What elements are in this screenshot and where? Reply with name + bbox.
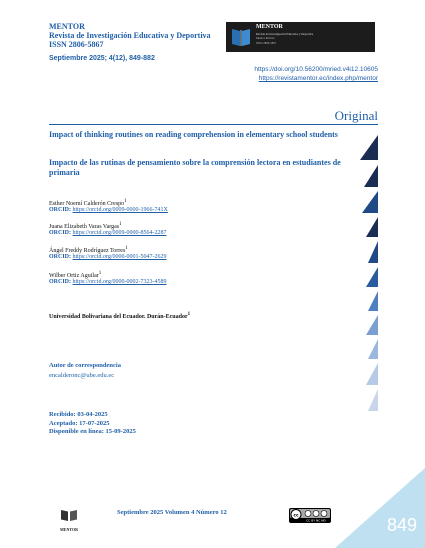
- article-dates: [49, 411, 136, 437]
- banner-line-2: ISSN 2806-5867: [256, 41, 277, 45]
- journal-header: [49, 22, 211, 49]
- correspondence-email[interactable]: encalderonc@ube.edu.ec: [49, 372, 115, 379]
- author-orcid: ORCID: https://orcid.org/0000-0001-5047-2629: [49, 254, 167, 260]
- journal-logo-icon: [229, 25, 253, 49]
- page-number: 849: [387, 515, 418, 535]
- author-name: Esther Noemí Calderón Crespo$^1$: [49, 199, 127, 207]
- author-orcid: ORCID: https://orcid.org/0009-0000-8564-2287: [49, 230, 167, 236]
- article-links: [254, 65, 378, 83]
- journal-logo-icon: [59, 508, 79, 522]
- journal-url-link[interactable]: https://revistamentor.ec/index.php/mentor: [258, 75, 378, 82]
- author-orcid: ORCID: https://orcid.org/0000-0002-7323-4589: [49, 279, 167, 285]
- orcid-link[interactable]: https://orcid.org/0009-0000-1966-741X: [72, 207, 168, 213]
- footer-logo-text: MENTOR: [60, 527, 78, 532]
- footer-issue: Septiembre 2025 Volumen 4 Número 12: [117, 509, 227, 516]
- orcid-link[interactable]: https://orcid.org/0000-0001-5047-2629: [72, 254, 167, 260]
- journal-full-name: Revista de Investigación Educativa y Deportiva: [49, 31, 211, 40]
- journal-banner: [226, 22, 375, 52]
- title-english: Impact of thinking routines on reading comprehension in elementary school students: [49, 130, 338, 139]
- date-received: Recibido: 03-04-2025: [49, 411, 108, 418]
- article-type: Original: [334, 108, 378, 123]
- header-rule: [49, 124, 378, 125]
- journal-name: MENTOR: [49, 22, 85, 31]
- author-name: Ángel Freddy Rodríguez Torres$^1$: [49, 246, 128, 254]
- cc-license-icon[interactable]: [289, 508, 331, 523]
- date-available: Disponible en línea: 15-09-2025: [49, 428, 136, 435]
- issue-date-line: Septiembre 2025; 4(12), 849-882: [49, 55, 155, 62]
- svg-text:cc: cc: [293, 513, 299, 519]
- author-name: Wilber Ortiz Aguilar$^1$: [49, 271, 102, 279]
- svg-text:CC BY NC ND: CC BY NC ND: [306, 518, 326, 523]
- orcid-link[interactable]: https://orcid.org/0000-0002-7323-4589: [72, 279, 167, 285]
- author-name: Juana Elizabeth Varas Vargas$^1$: [49, 222, 122, 230]
- banner-title: MENTOR: [256, 24, 283, 30]
- correspondence-label: Autor de correspondencia: [49, 362, 121, 369]
- affiliation: Universidad Bolivariana del Ecuador. Durán-Ecuador$^1$: [49, 312, 191, 320]
- doi-link[interactable]: https://doi.org/10.56200/mried.v4i12.10605: [254, 66, 378, 73]
- page-corner-decoration: [335, 468, 425, 548]
- banner-subtitle: Revista de Investigación Educativa y Deportiva: [256, 32, 314, 36]
- date-accepted: Aceptado: 17-07-2025: [49, 419, 110, 427]
- orcid-link[interactable]: https://orcid.org/0009-0000-8564-2287: [72, 230, 167, 236]
- author-orcid: ORCID: https://orcid.org/0009-0000-1966-741X: [49, 207, 168, 213]
- banner-line-1: Mentor Revista: [256, 36, 275, 40]
- title-spanish: Impacto de las rutinas de pensamiento sobre la comprensión lectora en estudiantes de primaria: [49, 158, 341, 177]
- journal-issn: ISSN 2806-5867: [49, 40, 104, 49]
- footer-logo: [59, 508, 79, 532]
